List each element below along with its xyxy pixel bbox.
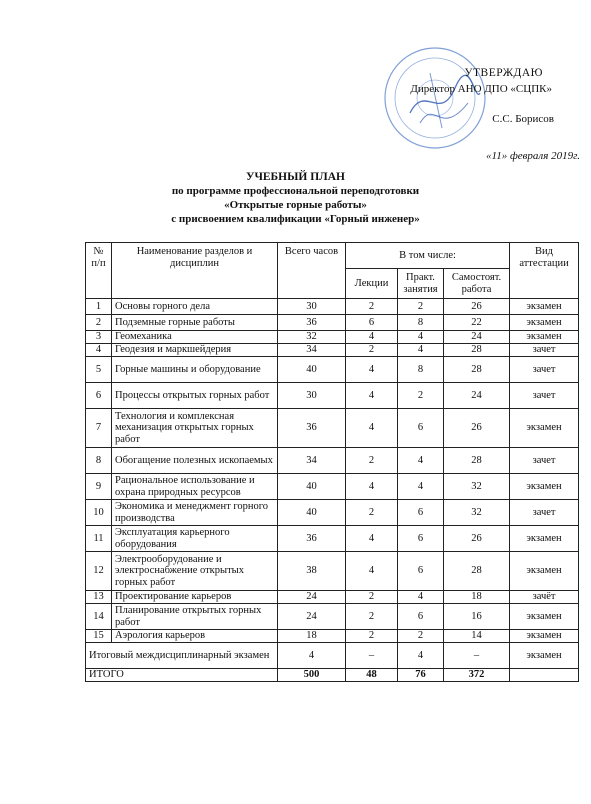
row-self: 22: [444, 315, 510, 331]
row-practice: 6: [398, 526, 444, 552]
row-total: 30: [278, 299, 346, 315]
row-lectures: 2: [346, 500, 398, 526]
row-practice: 4: [398, 448, 444, 474]
row-num: 5: [86, 357, 112, 383]
row-name: Планирование открытых горных работ: [112, 604, 278, 630]
row-num: 9: [86, 474, 112, 500]
row-practice: 4: [398, 591, 444, 604]
row-total: 30: [278, 383, 346, 409]
grand-total-row-total: 500: [278, 669, 346, 682]
row-total: 36: [278, 315, 346, 331]
row-practice: 2: [398, 630, 444, 643]
table-row: [86, 591, 579, 604]
final-exam-row-self: –: [444, 643, 510, 669]
row-total: 36: [278, 409, 346, 448]
header-incl: В том числе:: [346, 243, 510, 269]
curriculum-table: [85, 242, 579, 682]
row-name: Эксплуатация карьерного оборудования: [112, 526, 278, 552]
header-total: Всего часов: [278, 243, 346, 299]
row-self: 26: [444, 299, 510, 315]
row-attest: экзамен: [510, 474, 579, 500]
table-row: [86, 630, 579, 643]
row-attest: экзамен: [510, 299, 579, 315]
row-num: 1: [86, 299, 112, 315]
row-num: 2: [86, 315, 112, 331]
row-practice: 6: [398, 500, 444, 526]
row-lectures: 4: [346, 526, 398, 552]
document-heading: [0, 170, 591, 226]
header-num: № п/п: [86, 243, 112, 299]
row-name: Рациональное использование и охрана природных ресурсов: [112, 474, 278, 500]
row-name: Процессы открытых горных работ: [112, 383, 278, 409]
row-name: Обогащение полезных ископаемых: [112, 448, 278, 474]
row-lectures: 2: [346, 448, 398, 474]
row-lectures: 2: [346, 299, 398, 315]
row-self: 16: [444, 604, 510, 630]
table-row: [86, 448, 579, 474]
header-self: Самостоят. работа: [444, 269, 510, 299]
stamp-seal-icon: [380, 43, 490, 153]
row-practice: 6: [398, 604, 444, 630]
row-attest: экзамен: [510, 604, 579, 630]
final-exam-row: [86, 643, 579, 669]
row-attest: экзамен: [510, 630, 579, 643]
row-num: 7: [86, 409, 112, 448]
row-practice: 6: [398, 552, 444, 591]
row-self: 24: [444, 383, 510, 409]
row-num: 8: [86, 448, 112, 474]
table-row: [86, 474, 579, 500]
table-row: [86, 299, 579, 315]
row-name: Экономика и менеджмент горного производства: [112, 500, 278, 526]
row-lectures: 4: [346, 383, 398, 409]
grand-total-row-lec: 48: [346, 669, 398, 682]
row-practice: 6: [398, 409, 444, 448]
row-lectures: 2: [346, 344, 398, 357]
row-total: 40: [278, 500, 346, 526]
grand-total-row-name: ИТОГО: [86, 669, 278, 682]
row-name: Технология и комплексная механизация открытых горных работ: [112, 409, 278, 448]
heading-line-1: по программе профессиональной переподготовки: [171, 185, 420, 197]
row-attest: зачет: [510, 357, 579, 383]
header-lectures: Лекции: [346, 269, 398, 299]
row-total: 34: [278, 448, 346, 474]
final-exam-row-total: 4: [278, 643, 346, 669]
table-row: [86, 331, 579, 344]
row-attest: зачет: [510, 500, 579, 526]
approval-title: УТВЕРЖДАЮ: [464, 67, 543, 79]
row-lectures: 2: [346, 591, 398, 604]
row-total: 24: [278, 591, 346, 604]
row-practice: 4: [398, 474, 444, 500]
row-num: 3: [86, 331, 112, 344]
row-attest: зачет: [510, 383, 579, 409]
heading-line-3: с присвоением квалификации «Горный инженер»: [171, 213, 420, 225]
row-self: 24: [444, 331, 510, 344]
row-self: 32: [444, 474, 510, 500]
row-total: 34: [278, 344, 346, 357]
table-row: [86, 552, 579, 591]
row-lectures: 4: [346, 409, 398, 448]
row-name: Аэрология карьеров: [112, 630, 278, 643]
table-row: [86, 357, 579, 383]
row-attest: экзамен: [510, 315, 579, 331]
row-name: Геодезия и маркшейдерия: [112, 344, 278, 357]
row-self: 26: [444, 526, 510, 552]
row-self: 32: [444, 500, 510, 526]
row-total: 18: [278, 630, 346, 643]
row-lectures: 4: [346, 552, 398, 591]
row-self: 18: [444, 591, 510, 604]
row-num: 12: [86, 552, 112, 591]
header-name: Наименование разделов и дисциплин: [112, 243, 278, 299]
table-body: [86, 299, 579, 682]
row-num: 4: [86, 344, 112, 357]
row-name: Подземные горные работы: [112, 315, 278, 331]
approval-block: [380, 55, 580, 175]
final-exam-row-att: экзамен: [510, 643, 579, 669]
row-name: Геомеханика: [112, 331, 278, 344]
row-self: 28: [444, 344, 510, 357]
table-row: [86, 344, 579, 357]
row-num: 14: [86, 604, 112, 630]
grand-total-row: [86, 669, 579, 682]
approval-role: Директор АНО ДПО «СЦПК»: [410, 83, 552, 95]
table-row: [86, 315, 579, 331]
row-total: 36: [278, 526, 346, 552]
row-lectures: 2: [346, 630, 398, 643]
row-name: Основы горного дела: [112, 299, 278, 315]
grand-total-row-prac: 76: [398, 669, 444, 682]
row-lectures: 4: [346, 357, 398, 383]
row-self: 28: [444, 357, 510, 383]
row-attest: экзамен: [510, 552, 579, 591]
grand-total-row-self: 372: [444, 669, 510, 682]
row-num: 13: [86, 591, 112, 604]
approval-date: «11» февраля 2019г.: [486, 150, 580, 162]
row-attest: экзамен: [510, 409, 579, 448]
table-row: [86, 383, 579, 409]
table-row: [86, 500, 579, 526]
grand-total-row-att: [510, 669, 579, 682]
row-num: 15: [86, 630, 112, 643]
row-practice: 2: [398, 383, 444, 409]
row-num: 10: [86, 500, 112, 526]
row-name: Электрооборудование и электроснабжение открытых горных работ: [112, 552, 278, 591]
row-lectures: 4: [346, 331, 398, 344]
row-attest: экзамен: [510, 331, 579, 344]
row-total: 40: [278, 357, 346, 383]
row-practice: 4: [398, 331, 444, 344]
row-lectures: 2: [346, 604, 398, 630]
table-row: [86, 604, 579, 630]
header-attest: Вид аттестации: [510, 243, 579, 299]
row-self: 28: [444, 448, 510, 474]
row-num: 6: [86, 383, 112, 409]
row-self: 28: [444, 552, 510, 591]
final-exam-row-name: Итоговый междисциплинарный экзамен: [86, 643, 278, 669]
table-row: [86, 526, 579, 552]
row-total: 38: [278, 552, 346, 591]
row-attest: экзамен: [510, 526, 579, 552]
row-practice: 4: [398, 344, 444, 357]
row-lectures: 4: [346, 474, 398, 500]
heading-line-2: «Открытые горные работы»: [224, 199, 367, 211]
approval-name: С.С. Борисов: [492, 113, 554, 125]
header-practice: Практ. занятия: [398, 269, 444, 299]
row-total: 24: [278, 604, 346, 630]
row-self: 26: [444, 409, 510, 448]
document-title: УЧЕБНЫЙ ПЛАН: [246, 171, 345, 183]
row-name: Проектирование карьеров: [112, 591, 278, 604]
row-practice: 2: [398, 299, 444, 315]
row-lectures: 6: [346, 315, 398, 331]
row-name: Горные машины и оборудование: [112, 357, 278, 383]
row-attest: зачет: [510, 344, 579, 357]
row-practice: 8: [398, 315, 444, 331]
row-attest: зачет: [510, 448, 579, 474]
row-practice: 8: [398, 357, 444, 383]
row-total: 40: [278, 474, 346, 500]
row-self: 14: [444, 630, 510, 643]
row-num: 11: [86, 526, 112, 552]
row-total: 32: [278, 331, 346, 344]
table-row: [86, 409, 579, 448]
final-exam-row-lec: –: [346, 643, 398, 669]
row-attest: зачёт: [510, 591, 579, 604]
final-exam-row-prac: 4: [398, 643, 444, 669]
